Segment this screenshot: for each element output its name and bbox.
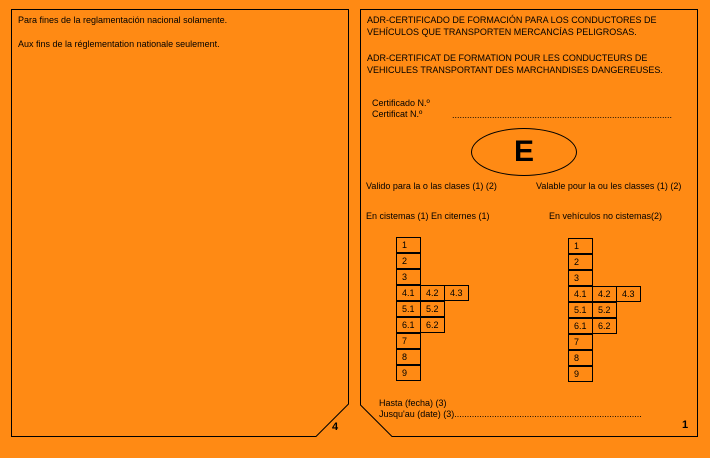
class-cell: 2	[396, 253, 421, 269]
title-es-line-1: ADR-CERTIFICADO DE FORMACIÓN PARA LOS CONDUCTORES DE	[367, 15, 657, 25]
right-page	[360, 9, 698, 437]
class-cell: 5.2	[420, 301, 445, 317]
class-cell: 4.2	[420, 285, 445, 301]
left-page	[11, 9, 349, 437]
page-number: 1	[682, 419, 689, 431]
left-page-frame	[11, 9, 349, 437]
class-cell: 7	[396, 333, 421, 349]
class-cell: 2	[568, 254, 593, 270]
valid-until-es: Hasta (fecha) (3)	[379, 398, 447, 408]
class-cell: 7	[568, 334, 593, 350]
valid-until-fr: Jusqu'au (date) (3)...........................................................................	[379, 409, 642, 419]
title-fr-line-1: ADR-CERTIFICAT DE FORMATION POUR LES CONDUCTEURS DE	[367, 53, 648, 63]
non-tank-vehicles-label: En vehículos no cistemas(2)	[549, 211, 663, 221]
valid-classes-es: Valido para la o las clases (1) (2)	[366, 181, 497, 191]
class-cell: 6.2	[592, 318, 617, 334]
class-cell: 3	[396, 269, 421, 285]
class-cell: 5.1	[568, 302, 593, 318]
class-cell: 4.3	[616, 286, 641, 302]
class-cell: 5.1	[396, 301, 421, 317]
national-regulation-es: Para fines de la reglamentación nacional solamente.	[18, 15, 228, 25]
class-cell: 8	[396, 349, 421, 365]
certificate-label-es: Certificado N.º	[372, 98, 430, 108]
country-code-oval: E	[471, 128, 577, 176]
class-cell: 8	[568, 350, 593, 366]
class-cell: 4.2	[592, 286, 617, 302]
non-tank-classes-grid	[568, 238, 668, 388]
class-cell: 4.3	[444, 285, 469, 301]
class-cell: 9	[396, 365, 421, 381]
certificate-number-line: ........................................................................................	[452, 110, 673, 120]
class-cell: 1	[568, 238, 593, 254]
valid-classes-fr: Valable pour la ou les classes (1) (2)	[536, 181, 682, 191]
certificate-label-fr: Certificat N.º	[372, 109, 423, 119]
class-cell: 6.1	[396, 317, 421, 333]
title-fr-line-2: VEHICULES TRANSPORTANT DES MARCHANDISES DANGEREUSES.	[367, 65, 663, 75]
class-cell: 5.2	[592, 302, 617, 318]
tank-classes-grid	[396, 237, 496, 387]
class-cell: 6.2	[420, 317, 445, 333]
class-cell: 9	[568, 366, 593, 382]
class-cell: 3	[568, 270, 593, 286]
class-cell: 4.1	[568, 286, 593, 302]
class-cell: 6.1	[568, 318, 593, 334]
class-cell: 1	[396, 237, 421, 253]
tank-vehicles-label: En cistemas (1) En citernes (1)	[366, 211, 490, 221]
page-number: 4	[332, 421, 339, 433]
title-es-line-2: VEHÍCULOS QUE TRANSPORTEN MERCANCÍAS PELIGROSAS.	[367, 27, 637, 37]
national-regulation-fr: Aux fins de la réglementation nationale seulement.	[18, 39, 220, 49]
class-cell: 4.1	[396, 285, 421, 301]
